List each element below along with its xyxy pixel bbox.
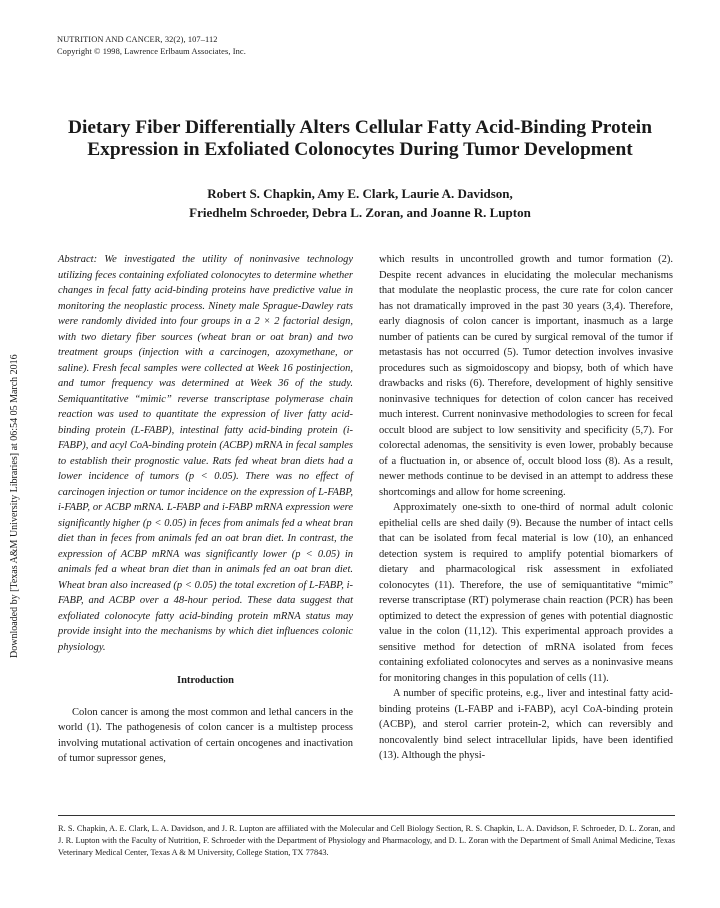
authors-line-2: Friedhelm Schroeder, Debra L. Zoran, and Joanne R. Lupton — [189, 205, 531, 220]
journal-citation: NUTRITION AND CANCER, 32(2), 107–112 — [57, 35, 218, 44]
title-line-1: Dietary Fiber Differentially Alters Cellular Fatty Acid-Binding Protein — [68, 117, 652, 138]
intro-paragraph-1-continued: which results in uncontrolled growth and tumor formation (2). Despite recent advances in elucidating the molecular mechanisms that modulate the neoplastic process, the cure rate for colon cancer has not dramatically improved in the past 30 years (3,4). Therefore, early diagnosis of colon cancer is important, inasmuch as a large number of patients can be cured by surgical removal of the tumor if metastasis has not occurred (5). Tumor detection involves invasive procedures such as sigmoidoscopy and biopsy, both of which have drawbacks and risks (6). Therefore, development of highly sensitive noninvasive techniques for detection of colon cancer has received much interest. Current noninvasive methodologies to screen for fecal occult blood are subject to low sensitivity and specificity (5,7). For colorectal adenomas, the sensitivity is even lower, probably because of a fluctuation in, or absence of, occult blood loss (8). As a result, newer methods continue to be devised in an attempt to address these shortcomings and allow for home screening. — [379, 254, 673, 498]
footnote-divider — [58, 815, 675, 816]
left-column — [58, 252, 353, 767]
abstract-label: Abstract: — [58, 254, 98, 265]
title-line-2: Expression in Exfoliated Colonocytes During Tumor Development — [87, 139, 633, 160]
abstract — [58, 252, 353, 655]
section-heading-introduction: Introduction — [177, 675, 234, 686]
intro-paragraph-2: Approximately one-sixth to one-third of normal adult colonic epithelial cells are shed daily (9). Because the number of intact cells that can be isolated from fecal material is low (10), an enhanced detection system is required to amplify potential biomarkers of dietary and pharmacological risk assessment in exfoliated colonocytes (11). Therefore, the use of semiquantitative “mimic” reverse transcriptase (RT) polymerase chain reaction (PCR) has been optimized to detect the expression of genes with potential diagnostic value in the colon (11,12). This experimental approach provides a sensitive method for detection of mRNA isolated from feces containing exfoliated colonocytes and serves as a noninvasive means for monitoring changes in this population of cells (11). — [379, 502, 673, 684]
authors-line-1: Robert S. Chapkin, Amy E. Clark, Laurie A. Davidson, — [207, 186, 513, 201]
copyright-line: Copyright © 1998, Lawrence Erlbaum Associates, Inc. — [57, 47, 246, 56]
right-column — [379, 252, 673, 764]
author-list — [40, 184, 680, 222]
affiliation-footnote: R. S. Chapkin, A. E. Clark, L. A. Davidson, and J. R. Lupton are affiliated with the Molecular and Cell Biology Section, R. S. Chapkin, L. A. Davidson, F. Schroeder, D. L. Zoran, and J. R. Lupton with the Faculty of Nutrition, F. Schroeder with the Department of Physiology and Pharmacology, and D. L. Zoran with the Department of Small Animal Medicine, Texas Veterinary Medical Center, Texas A & M University, College Station, TX 77843. — [58, 824, 675, 857]
article-title — [40, 117, 680, 161]
running-header — [57, 34, 246, 58]
download-watermark: Downloaded by [Texas A&M University Libraries] at 06:54 05 March 2016 — [9, 354, 20, 658]
intro-paragraph-3: A number of specific proteins, e.g., liver and intestinal fatty acid-binding proteins (L-FABP and i-FABP), acyl CoA-binding protein (ACBP), and sterol carrier protein-2, which can reversibly and noncovalently bind select intracellular lipids, have been identified (13). Although the physi- — [379, 688, 673, 761]
intro-paragraph-1-start: Colon cancer is among the most common and lethal cancers in the world (1). The pathogenesis of colon cancer is a multistep process involving mutational activation of certain oncogenes and inactivation of tumor supressor genes, — [58, 706, 353, 764]
abstract-text: We investigated the utility of noninvasive technology utilizing feces containing exfoliated colonocytes to determine whether changes in fecal fatty acid-binding proteins have predictive value in monitoring the neoplastic process. Ninety male Sprague-Dawley rats were randomly divided into four groups in a 2 × 2 factorial design, with two dietary fiber sources (wheat bran or oat bran) and two treatment groups (injection with a carcinogen, azoxymethane, or saline). Fresh fecal samples were collected at Week 16 postinjection, and tumor frequency was determined at Week 36 of the study. Semiquantitative “mimic” reverse transcriptase polymerase chain reaction was used to quantitate the expression of liver fatty acid-binding protein (L-FABP), intestinal fatty acid-binding protein (i-FABP), and acyl CoA-binding protein (ACBP) mRNA in fecal samples to establish their prognostic value. Rats fed wheat bran diets had a lower incidence of tumors (p < 0.05). There was no effect of carcinogen injection or tumor incidence on the expression of L-FABP, i-FABP, or ACBP mRNA. L-FABP and i-FABP mRNA expression were significantly higher (p < 0.05) in feces from animals fed a wheat bran diet than in feces from animals fed an oat bran diet. In contrast, the expression of ACBP mRNA was significantly lower (p < 0.05) in animals fed a wheat bran diet than in animals fed an oat bran diet. Wheat bran also increased (p < 0.05) the total excretion of L-FABP, i-FABP, and ACBP over a 48-hour period. These data suggest that exfoliated colonocyte fatty acid-binding protein mRNA status may provide insight into the mechanisms by which diet influences colonic physiology. — [58, 254, 354, 653]
